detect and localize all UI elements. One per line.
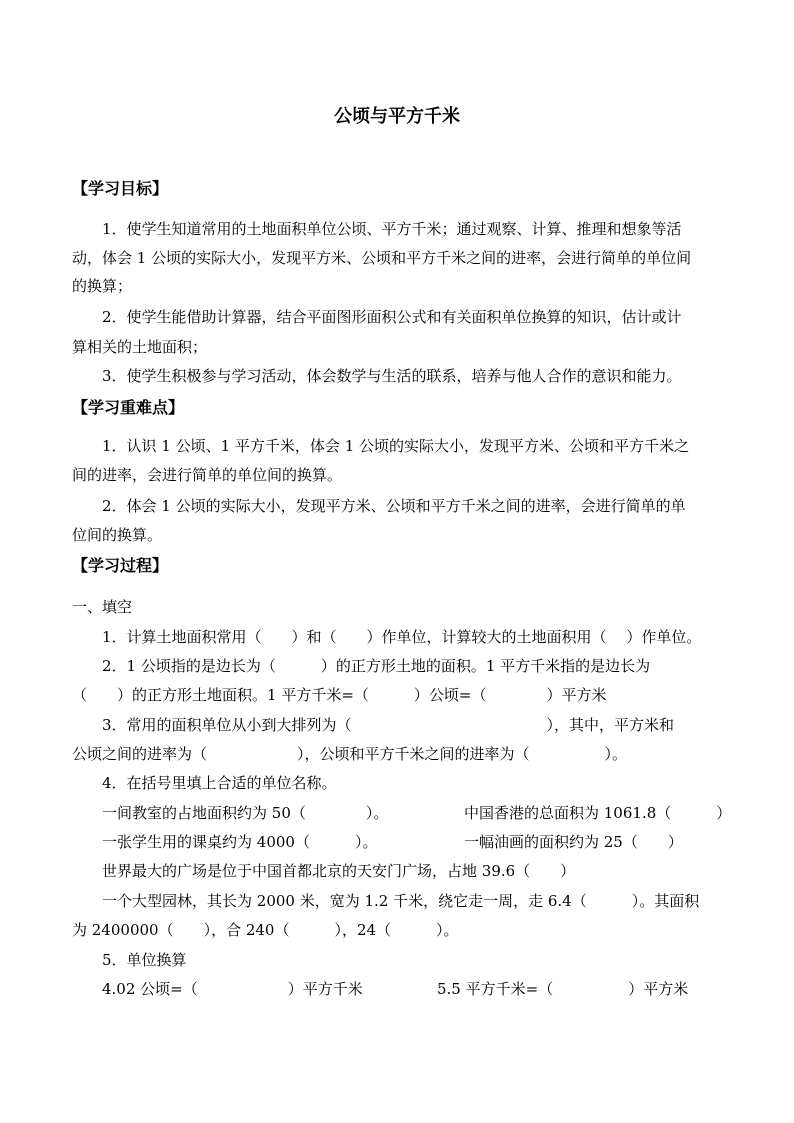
question-5-item-b: 5.5 平方千米=（ ）平方米: [437, 980, 689, 998]
question-2-line-2: （ ）的正方形土地面积。1 平方千米=（ ）公顷=（ ）平方米: [72, 686, 607, 704]
goal-line-2: 动，体会 1 公顷的实际大小，发现平方米、公顷和平方千米之间的进率，会进行简单的单位间: [72, 249, 692, 267]
goal-line-4: 2．使学生能借助计算器，结合平面图形面积公式和有关面积单位换算的知识，估计或计: [102, 308, 682, 326]
key-point-line-4: 位间的换算。: [72, 526, 163, 544]
question-5-item-a: 4.02 公顷=（ ）平方千米: [102, 980, 363, 998]
question-4-item-square: 世界最大的广场是位于中国首都北京的天安门广场，占地 39.6（ ）: [102, 862, 576, 880]
goal-line-1: 1．使学生知道常用的土地面积单位公顷、平方千米；通过观察、计算、推理和想象等活: [102, 220, 682, 238]
goal-line-6: 3．使学生积极参与学习活动，体会数学与生活的联系，培养与他人合作的意识和能力。: [102, 367, 682, 385]
key-point-line-2: 间的进率，会进行简单的单位间的换算。: [72, 466, 343, 484]
question-4-item-classroom: 一间教室的占地面积约为 50（ ）。: [102, 804, 389, 822]
key-point-line-3: 2．体会 1 公顷的实际大小，发现平方米、公顷和平方千米之间的进率，会进行简单的单: [102, 497, 686, 515]
question-4-item-garden-line-1: 一个大型园林，其长为 2000 米，宽为 1.2 千米，绕它走一周，走 6.4（ ）。其面积: [102, 892, 700, 910]
question-5-label: 5．单位换算: [102, 951, 187, 969]
goal-line-5: 算相关的土地面积；: [72, 338, 208, 356]
question-4-item-hongkong: 中国香港的总面积为 1061.8（ ）: [464, 804, 732, 822]
page-title: 公顷与平方千米: [334, 106, 460, 127]
key-point-line-1: 1．认识 1 公顷、1 平方千米，体会 1 公顷的实际大小，发现平方米、公顷和平方千米之: [102, 437, 690, 455]
question-4-item-desk: 一张学生用的课桌约为 4000（ ）。: [102, 833, 378, 851]
question-4-label: 4．在括号里填上合适的单位名称。: [102, 774, 337, 792]
question-4-item-garden-line-2: 为 2400000（ ），合 240（ ），24（ ）。: [72, 921, 459, 939]
section-heading-key-points: 【学习重难点】: [72, 398, 185, 417]
question-4-item-painting: 一幅油画的面积约为 25（ ）: [464, 833, 683, 851]
question-2-line-1: 2．1 公顷指的是边长为（ ）的正方形土地的面积。1 平方千米指的是边长为: [102, 657, 651, 675]
question-3-line-1: 3．常用的面积单位从小到大排列为（ ），其中，平方米和: [102, 716, 675, 734]
goal-line-3: 的换算；: [72, 277, 133, 295]
question-1: 1．计算土地面积常用（ ）和（ ）作单位，计算较大的土地面积用（ ）作单位。: [102, 628, 702, 646]
part-fill-in-heading: 一、填空: [72, 598, 133, 616]
section-heading-goals: 【学习目标】: [72, 179, 169, 198]
section-heading-process: 【学习过程】: [72, 556, 169, 575]
question-3-line-2: 公顷之间的进率为（ ），公顷和平方千米之间的进率为（ ）。: [72, 745, 628, 763]
